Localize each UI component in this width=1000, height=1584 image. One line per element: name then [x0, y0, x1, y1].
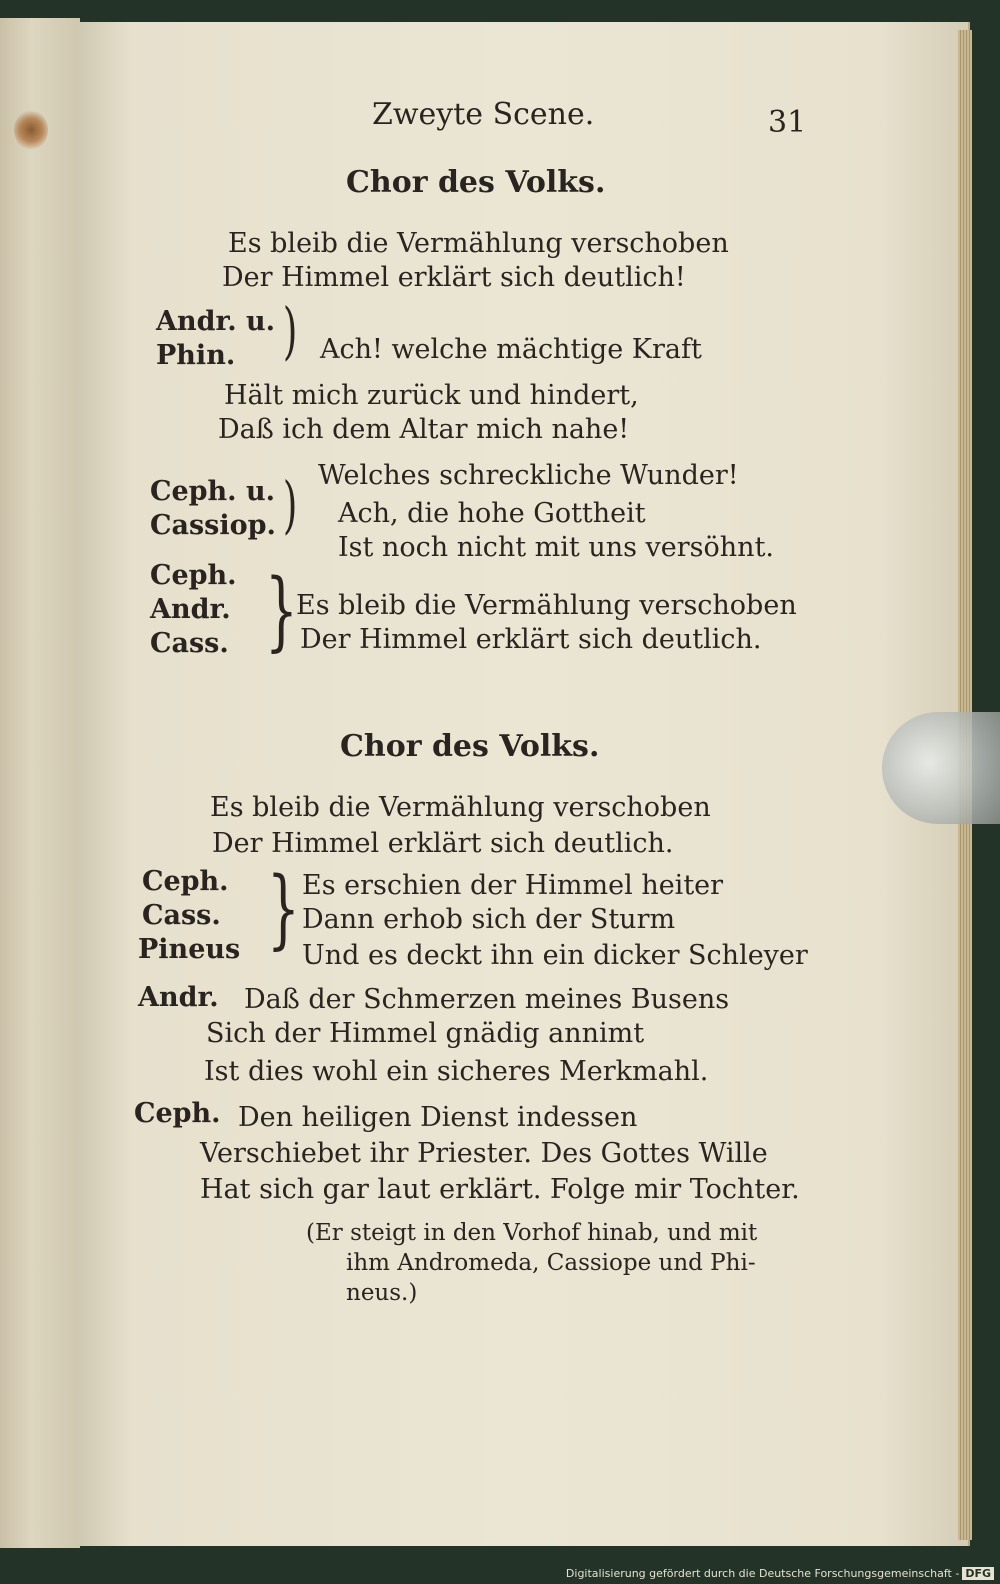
speaker-label: Cass.: [150, 628, 229, 659]
paren-bracket: ): [282, 468, 298, 541]
chorus-title: Chor des Volks.: [346, 165, 606, 200]
verse-line: Ach, die hohe Gottheit: [338, 498, 646, 529]
speaker-label: Ceph.: [142, 866, 229, 897]
running-title: Zweyte Scene.: [372, 97, 595, 132]
verse-line: Es bleib die Vermählung verschoben: [210, 792, 711, 823]
curly-brace: }: [266, 859, 300, 959]
speaker-label: Ceph.: [150, 560, 237, 591]
verse-line: Es erschien der Himmel heiter: [302, 870, 724, 901]
page-clip: [882, 712, 1000, 824]
verse-line: Verschiebet ihr Priester. Des Gottes Wille: [200, 1138, 768, 1169]
stage-direction: (Er steigt in den Vorhof hinab, und mit: [306, 1220, 758, 1246]
speaker-label: Phin.: [156, 340, 236, 371]
speaker-label: Andr.: [138, 982, 219, 1013]
speaker-label: Cass.: [142, 900, 221, 931]
dfg-logo: DFG: [962, 1567, 994, 1580]
left-page-edge: [0, 18, 80, 1548]
verse-line: Daß der Schmerzen meines Busens: [244, 984, 730, 1015]
verse-line: Der Himmel erklärt sich deutlich!: [222, 262, 686, 293]
verse-line: Daß ich dem Altar mich nahe!: [218, 414, 630, 445]
verse-line: Welches schreckliche Wunder!: [318, 460, 739, 491]
verse-line: Ist dies wohl ein sicheres Merkmahl.: [204, 1056, 709, 1087]
speaker-label: Pineus: [138, 934, 241, 965]
verse-line: Den heiligen Dienst indessen: [238, 1102, 638, 1133]
speaker-label: Ceph. u.: [150, 476, 276, 507]
chorus-title: Chor des Volks.: [340, 729, 600, 764]
curly-brace: }: [264, 561, 298, 661]
verse-line: Und es deckt ihn ein dicker Schleyer: [302, 940, 808, 971]
verse-line: Es bleib die Vermählung verschoben: [228, 228, 729, 259]
verse-line: Dann erhob sich der Sturm: [302, 904, 676, 935]
verse-line: Es bleib die Vermählung verschoben: [296, 590, 797, 621]
stain: [14, 110, 48, 150]
verse-line: Der Himmel erklärt sich deutlich.: [300, 624, 762, 655]
stage-direction: ihm Andromeda, Cassiope und Phi-: [346, 1250, 756, 1276]
stage-direction: neus.): [346, 1280, 418, 1306]
speaker-label: Andr.: [150, 594, 231, 625]
verse-line: Ist noch nicht mit uns versöhnt.: [338, 532, 775, 563]
speaker-label: Andr. u.: [156, 306, 276, 337]
verse-line: Sich der Himmel gnädig annimt: [206, 1018, 645, 1049]
verse-line: Der Himmel erklärt sich deutlich.: [212, 828, 674, 859]
credit-text: Digitalisierung gefördert durch die Deutsche Forschungsgemeinschaft -: [565, 1567, 960, 1580]
digitization-credit: [566, 1567, 994, 1580]
speaker-label: Cassiop.: [150, 510, 276, 541]
verse-line: Hält mich zurück und hindert,: [224, 380, 639, 411]
page-number: 31: [768, 105, 807, 140]
verse-line: Ach! welche mächtige Kraft: [320, 334, 702, 365]
paren-bracket: ): [282, 294, 298, 367]
speaker-label: Ceph.: [134, 1098, 221, 1129]
verse-line: Hat sich gar laut erklärt. Folge mir Tochter.: [200, 1174, 800, 1205]
